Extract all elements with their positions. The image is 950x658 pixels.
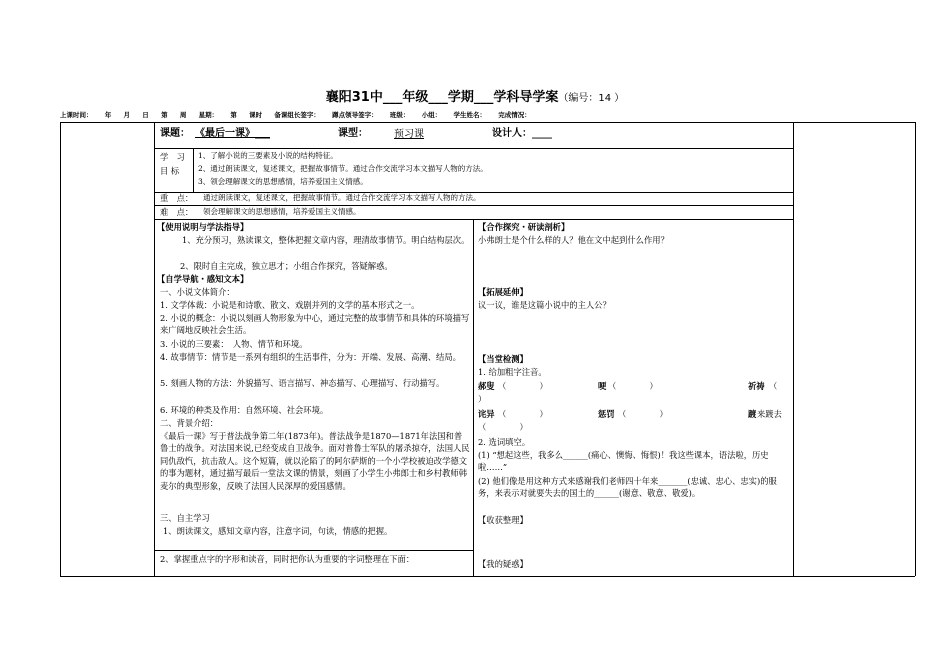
- goal-3: 3、领会理解课文的思想感情，培养爱国主义情感。: [198, 177, 368, 186]
- read-1: 1、朗读课文，感知文章内容，注意字词，句读，情感的把握。: [163, 526, 393, 536]
- line-1: 1. 文学体裁：小说是和诗歌、散文、戏剧并列的文学的基本形式之一。: [160, 300, 420, 310]
- rule-outer-left: [60, 122, 61, 576]
- meta-class-time: 上课时间：: [60, 111, 93, 119]
- word-chengfa: 惩罚: [598, 409, 615, 419]
- word-duo-tail: 来踱去: [757, 409, 782, 419]
- type-label: 课型：: [338, 128, 368, 139]
- meta-student-name: 学生姓名：: [453, 111, 486, 119]
- extension-title: 【拓展延伸】: [478, 287, 528, 297]
- line-5: 5. 刻画人物的方法：外貌描写、语言描写、神态描写、心理描写、行动描写。: [160, 378, 445, 388]
- check-1: 1. 给加粗字注音。: [478, 367, 547, 377]
- page-title: [0, 86, 950, 105]
- difficult-text: 领会理解课文的思想感情，培养爱国主义情感。: [203, 207, 361, 216]
- harvest-title: 【收获整理】: [478, 515, 528, 525]
- meta-row: [60, 110, 920, 119]
- extension-question: 议一议，谁是这篇小说中的主人公？: [478, 300, 611, 310]
- meta-week: 周: [179, 111, 187, 119]
- paren-qidao-close: ）: [478, 394, 487, 404]
- type-value: 预习课: [394, 129, 424, 140]
- section-3: 三、自主学习: [160, 513, 210, 523]
- word-haosou: 郝叟: [478, 381, 495, 391]
- rule-outer-right: [915, 122, 916, 576]
- check-2: 2. 选词填空。: [478, 437, 531, 447]
- rule-bottom: [60, 576, 915, 577]
- word-chayi: 诧异: [478, 409, 495, 419]
- meta-month: 月: [123, 111, 131, 119]
- meta-day: 日: [142, 111, 149, 119]
- title-note: （编号：14 ）: [558, 93, 625, 104]
- meta-group: 小组：: [421, 111, 442, 119]
- rule-inner-right: [793, 122, 794, 576]
- key-text: 通过朗读课文，复述课文，把握故事情节。通过合作交流学习本文描写人物的方法。: [203, 193, 481, 202]
- check-2-item-1: (1) “想起这些，我多么______(痛心、懊悔、悔恨)！我这些课本，语法啦，历史啦……”: [478, 450, 769, 473]
- check-title: 【当堂检测】: [478, 354, 528, 364]
- paren-chayi: （ ）: [498, 409, 548, 419]
- guide-title: 【自学导航・感知文本】: [157, 274, 249, 284]
- doubt-title: 【我的疑惑】: [478, 559, 528, 569]
- read-2: 2、掌握重点字的字形和读音，同时把你认为重要的字词整理在下面：: [160, 554, 415, 564]
- meta-weekday: 星期：: [198, 111, 219, 119]
- rule-under-header: [154, 148, 793, 149]
- paren-qidao-open: （: [769, 381, 778, 391]
- key-label: 重 点：: [160, 193, 194, 203]
- rule-goal-label: [193, 148, 194, 192]
- paren-duo: （ ）: [478, 422, 528, 432]
- goal-1: 1、了解小说的三要素及小说的结构特征。: [198, 151, 338, 160]
- meta-period: 课时: [249, 111, 263, 119]
- course-label: 课题：: [160, 128, 190, 139]
- course-value: 《最后一课》___: [195, 128, 270, 139]
- meta-di: 第: [161, 111, 168, 119]
- difficult-label: 难 点：: [160, 207, 194, 217]
- meta-di2: 第: [230, 111, 237, 119]
- section-2: 二、背景介绍：: [160, 418, 219, 428]
- paren-chengfa: （ ）: [618, 409, 668, 419]
- word-qidao: 祈祷: [748, 381, 765, 391]
- goal-2: 2、通过朗读课文，复述课文，把握故事情节。通过合作交流学习本文描写人物的方法。: [198, 164, 488, 173]
- section-1: 一、小说文体简介：: [160, 287, 235, 297]
- rule-left-bottom: [154, 550, 473, 551]
- usage-2: 2、限时自主完成，独立思才；小组合作探究，答疑解惑。: [180, 261, 393, 271]
- meta-leader-sign: 备课组长签字：: [274, 111, 320, 119]
- word-geng: 哽: [598, 381, 607, 391]
- meta-year: 年: [104, 111, 112, 119]
- meta-class: 班级：: [389, 111, 410, 119]
- background-text: 《最后一课》写于普法战争第二年(1873年)。普法战争是1870—1871年法国和普鲁士的战争。对法国来说,已经变成自卫战争。面对普鲁士军队的屠杀掠夺，法国人民同仇敌忾，抗击敌人。这个短篇，就以沦陷了的阿尔萨斯的一个小学校被迫改学德文的事为题材，通过描写最后一堂法文课的情景，刻画了小学生小弗郎士和乡村教师韩麦尔的典型形象，反映了法国人民深厚的爱国感情。: [160, 431, 470, 491]
- meta-completion: 完成情况：: [498, 111, 531, 119]
- usage-1: 1、充分预习，熟读课文，整体把握文章内容，理清故事情节。明白结构层次。: [182, 235, 470, 245]
- coop-question: 小弗朗士是个什么样的人？他在文中起到什么作用？: [478, 235, 669, 245]
- rule-top: [60, 122, 915, 123]
- title-text: 襄阳31中___年级___学期___学科导学案: [325, 90, 559, 105]
- goals-label-2: 目 标: [160, 166, 180, 176]
- line-4: 4. 故事情节：情节是一系列有组织的生活事件，分为：开端、发展、高潮、结局。: [160, 352, 461, 362]
- paren-haosou: （ ）: [498, 381, 548, 391]
- line-2: 2. 小说的概念：小说以刻画人物形象为中心，通过完整的故事情节和具体的环境描写来广阔地反映社会生活。: [160, 313, 470, 336]
- check-2-item-2: (2) 他们像是用这种方式来感谢我们老师四十年来_______(忠诚、忠心、忠实)的服务，来表示对就要失去的国土的______(谢意、敬意、敬爱)。: [478, 476, 777, 499]
- rule-inner-left: [154, 122, 155, 576]
- designer-label: 设计人：____: [492, 128, 552, 139]
- meta-supervisor-sign: 蹲点领导签字：: [332, 111, 378, 119]
- line-6: 6. 环境的种类及作用：自然环境、社会环境。: [160, 405, 329, 415]
- usage-title: 【使用说明与学法指导】: [157, 222, 249, 232]
- goals-label-1: 学 习: [160, 152, 185, 162]
- coop-title: 【合作探究・研读剖析】: [478, 222, 570, 232]
- rule-columns: [473, 219, 474, 576]
- word-duo: 踱: [748, 409, 757, 419]
- line-3: 3. 小说的三要素： 人物、情节和环境。: [160, 339, 308, 349]
- paren-geng: （ ）: [608, 381, 658, 391]
